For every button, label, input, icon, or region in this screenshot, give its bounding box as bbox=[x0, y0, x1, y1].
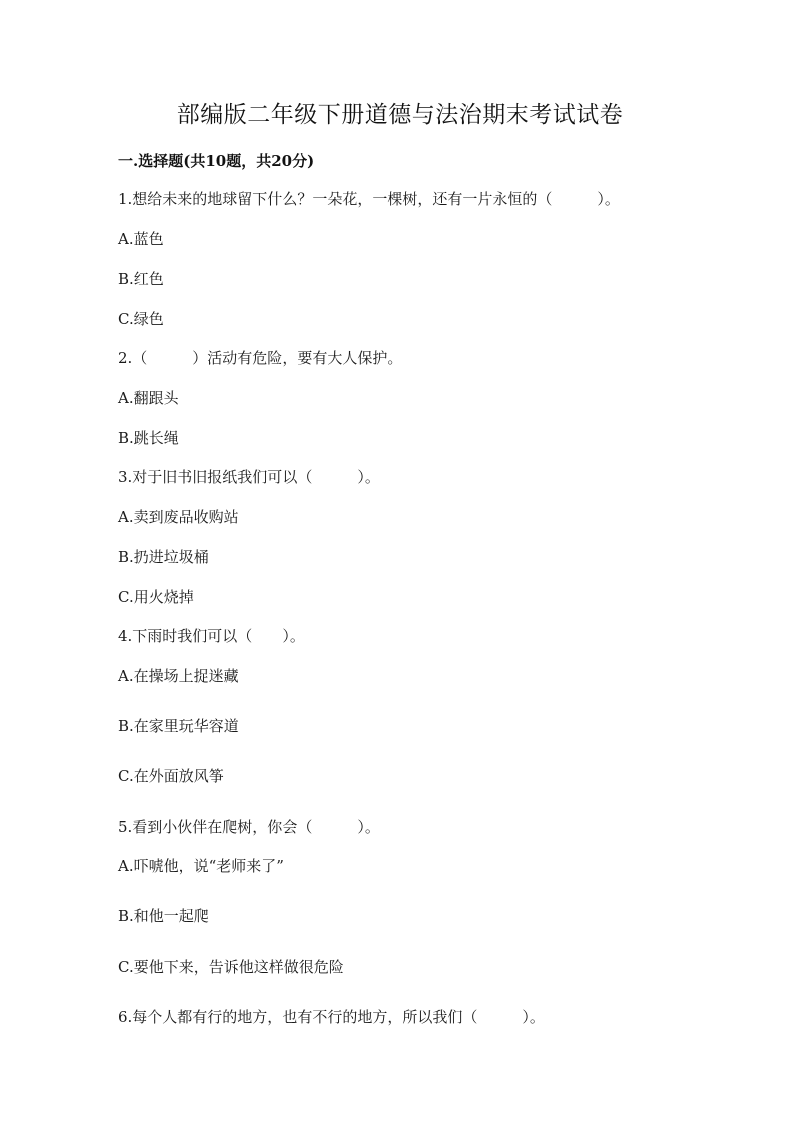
question-4-option-b: B.在家里玩华容道 bbox=[118, 717, 239, 735]
question-2-option-a: A.翻跟头 bbox=[118, 389, 179, 407]
question-5-option-a: A.吓唬他，说“老师来了” bbox=[118, 857, 284, 875]
question-1-stem: 1.想给未来的地球留下什么？一朵花，一棵树，还有一片永恒的（ ）。 bbox=[118, 190, 620, 208]
question-2-option-b: B.跳长绳 bbox=[118, 429, 179, 447]
question-3-option-b: B.扔进垃圾桶 bbox=[118, 548, 209, 566]
question-1-option-c: C.绿色 bbox=[118, 310, 164, 328]
question-5-option-c: C.要他下来，告诉他这样做很危险 bbox=[118, 958, 344, 976]
question-5-stem: 5.看到小伙伴在爬树，你会（ ）。 bbox=[118, 818, 380, 836]
section-heading: 一.选择题(共10题，共20分) bbox=[118, 152, 315, 170]
question-3-option-a: A.卖到废品收购站 bbox=[118, 508, 239, 526]
question-6-stem: 6.每个人都有行的地方，也有不行的地方，所以我们（ ）。 bbox=[118, 1008, 545, 1026]
question-2-stem: 2.（ ）活动有危险，要有大人保护。 bbox=[118, 349, 403, 367]
question-1-option-b: B.红色 bbox=[118, 270, 164, 288]
question-5-option-b: B.和他一起爬 bbox=[118, 907, 209, 925]
question-4-option-c: C.在外面放风筝 bbox=[118, 767, 224, 785]
question-4-stem: 4.下雨时我们可以（ ）。 bbox=[118, 627, 305, 645]
question-1-option-a: A.蓝色 bbox=[118, 230, 164, 248]
page-title: 部编版二年级下册道德与法治期末考试试卷 bbox=[176, 102, 624, 128]
question-3-stem: 3.对于旧书旧报纸我们可以（ ）。 bbox=[118, 468, 380, 486]
question-4-option-a: A.在操场上捉迷藏 bbox=[118, 667, 239, 685]
question-3-option-c: C.用火烧掉 bbox=[118, 588, 194, 606]
